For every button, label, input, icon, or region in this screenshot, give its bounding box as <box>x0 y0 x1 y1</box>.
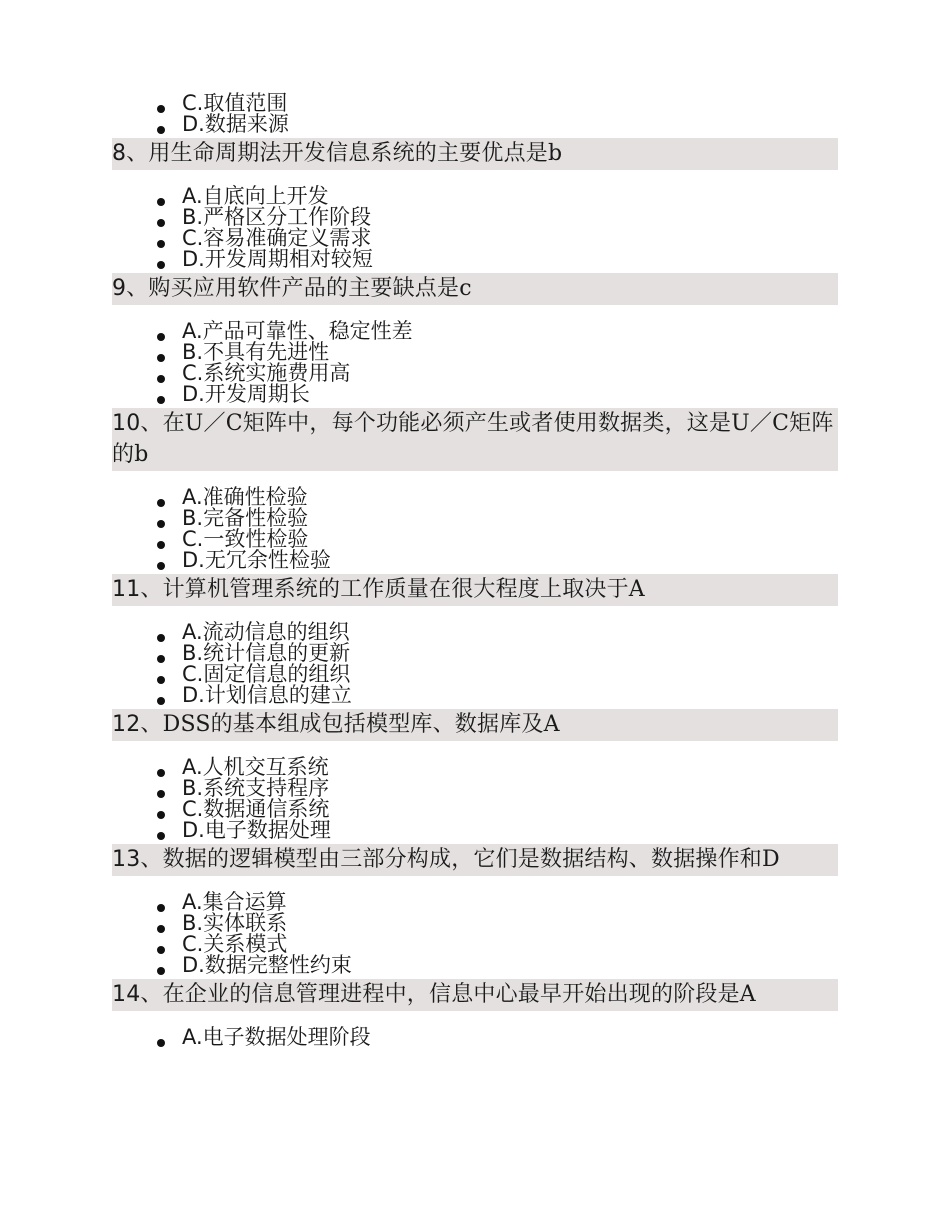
option-item: D.数据来源 <box>160 114 950 135</box>
question-heading: 12、DSS的基本组成包括模型库、数据库及A <box>112 709 838 741</box>
option-list <box>0 622 950 706</box>
question-heading: 8、用生命周期法开发信息系统的主要优点是b <box>112 138 838 170</box>
option-list <box>0 892 950 976</box>
document-body <box>0 93 950 1048</box>
option-item: B.完备性检验 <box>160 508 950 529</box>
option-item: D.开发周期长 <box>160 384 950 405</box>
option-item: C.容易准确定义需求 <box>160 228 950 249</box>
option-item: D.无冗余性检验 <box>160 550 950 571</box>
option-item: D.开发周期相对较短 <box>160 249 950 270</box>
option-list <box>0 93 950 135</box>
option-list <box>0 321 950 405</box>
option-item: C.关系模式 <box>160 934 950 955</box>
option-item: A.电子数据处理阶段 <box>160 1027 950 1048</box>
option-item: D.电子数据处理 <box>160 820 950 841</box>
option-item: A.准确性检验 <box>160 487 950 508</box>
question-heading: 14、在企业的信息管理进程中，信息中心最早开始出现的阶段是A <box>112 979 838 1011</box>
option-list <box>0 186 950 270</box>
question-heading: 11、计算机管理系统的工作质量在很大程度上取决于A <box>112 574 838 606</box>
option-item: A.自底向上开发 <box>160 186 950 207</box>
option-item: A.集合运算 <box>160 892 950 913</box>
option-item: B.不具有先进性 <box>160 342 950 363</box>
option-item: B.统计信息的更新 <box>160 643 950 664</box>
option-item: C.一致性检验 <box>160 529 950 550</box>
option-item: B.系统支持程序 <box>160 778 950 799</box>
option-list <box>0 1027 950 1048</box>
option-item: C.系统实施费用高 <box>160 363 950 384</box>
option-item: A.产品可靠性、稳定性差 <box>160 321 950 342</box>
option-item: B.实体联系 <box>160 913 950 934</box>
question-heading: 9、购买应用软件产品的主要缺点是c <box>112 273 838 305</box>
option-list <box>0 487 950 571</box>
option-item: D.数据完整性约束 <box>160 955 950 976</box>
option-item: C.取值范围 <box>160 93 950 114</box>
question-heading: 10、在U／C矩阵中，每个功能必须产生或者使用数据类，这是U／C矩阵的b <box>112 408 838 471</box>
option-item: B.严格区分工作阶段 <box>160 207 950 228</box>
option-item: C.固定信息的组织 <box>160 664 950 685</box>
option-item: C.数据通信系统 <box>160 799 950 820</box>
option-item: D.计划信息的建立 <box>160 685 950 706</box>
question-heading: 13、数据的逻辑模型由三部分构成，它们是数据结构、数据操作和D <box>112 844 838 876</box>
option-list <box>0 757 950 841</box>
option-item: A.人机交互系统 <box>160 757 950 778</box>
option-item: A.流动信息的组织 <box>160 622 950 643</box>
